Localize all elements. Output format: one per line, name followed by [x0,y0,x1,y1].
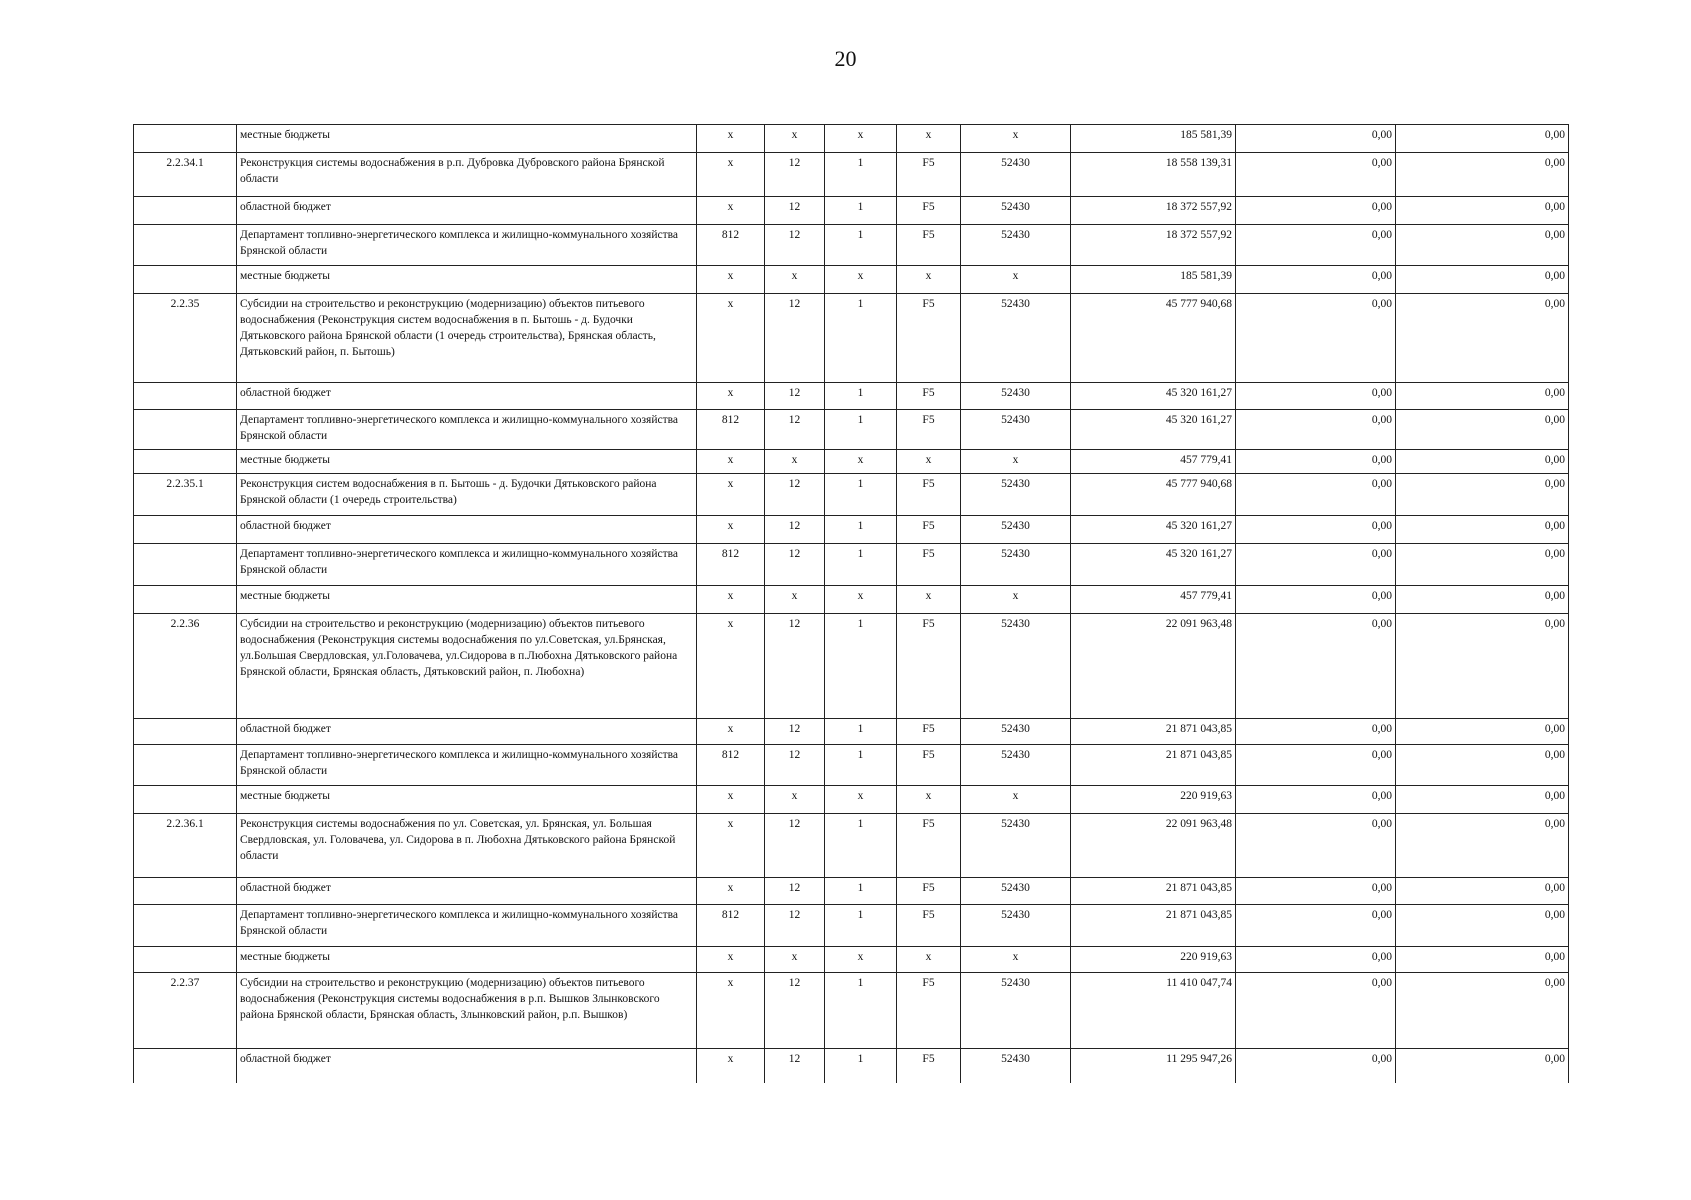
row-name: областной бюджет [237,1049,697,1083]
row-code [134,225,237,266]
row-v3: 0,00 [1396,450,1569,474]
row-v1: 45 320 161,27 [1071,383,1236,410]
row-v1: 21 871 043,85 [1071,745,1236,786]
row-v3: 0,00 [1396,905,1569,947]
row-c3: 1 [825,410,897,450]
row-code [134,383,237,410]
row-c2: 12 [765,225,825,266]
row-code: 2.2.35.1 [134,474,237,516]
row-c1: x [697,153,765,197]
row-v2: 0,00 [1236,153,1396,197]
row-v1: 185 581,39 [1071,125,1236,153]
table-row [134,225,1569,266]
row-c5: 52430 [961,474,1071,516]
row-name: Департамент топливно-энергетического комплекса и жилищно-коммунального хозяйства Брянской области [237,544,697,586]
row-v1: 22 091 963,48 [1071,814,1236,878]
row-c3: 1 [825,544,897,586]
row-name: Департамент топливно-энергетического комплекса и жилищно-коммунального хозяйства Брянской области [237,225,697,266]
row-name: Реконструкция системы водоснабжения по ул. Советская, ул. Брянская, ул. Большая Свердловская, ул. Головачева, ул. Сидорова в п. Любохна Дятьковского района Брянской области [237,814,697,878]
row-v3: 0,00 [1396,153,1569,197]
row-v3: 0,00 [1396,266,1569,294]
row-c2: 12 [765,383,825,410]
row-c5: 52430 [961,153,1071,197]
row-c4: F5 [897,614,961,719]
row-code: 2.2.36 [134,614,237,719]
row-c1: 812 [697,225,765,266]
row-c1: x [697,878,765,905]
row-v1: 45 777 940,68 [1071,294,1236,383]
row-c1: x [697,516,765,544]
row-v1: 18 558 139,31 [1071,153,1236,197]
row-c3: 1 [825,474,897,516]
table-row [134,197,1569,225]
row-code: 2.2.37 [134,973,237,1049]
row-v3: 0,00 [1396,745,1569,786]
row-c5: 52430 [961,294,1071,383]
row-v2: 0,00 [1236,125,1396,153]
row-name: областной бюджет [237,516,697,544]
row-v1: 45 320 161,27 [1071,544,1236,586]
row-c3: 1 [825,905,897,947]
row-c3: 1 [825,383,897,410]
row-v3: 0,00 [1396,225,1569,266]
row-c1: x [697,197,765,225]
row-code [134,197,237,225]
row-c4: F5 [897,294,961,383]
row-c4: F5 [897,410,961,450]
row-c2: 12 [765,153,825,197]
row-c3: 1 [825,814,897,878]
row-c3: 1 [825,197,897,225]
row-c5: 52430 [961,383,1071,410]
table-row [134,516,1569,544]
table-row [134,450,1569,474]
row-c5: x [961,586,1071,614]
row-c2: x [765,786,825,814]
row-v2: 0,00 [1236,1049,1396,1083]
row-c3: x [825,125,897,153]
row-c3: 1 [825,153,897,197]
row-c3: x [825,586,897,614]
row-v3: 0,00 [1396,947,1569,973]
row-v1: 45 320 161,27 [1071,516,1236,544]
row-v3: 0,00 [1396,1049,1569,1083]
row-v2: 0,00 [1236,450,1396,474]
row-c1: x [697,450,765,474]
row-v2: 0,00 [1236,383,1396,410]
row-name: местные бюджеты [237,586,697,614]
row-c4: F5 [897,814,961,878]
row-v2: 0,00 [1236,614,1396,719]
row-v3: 0,00 [1396,410,1569,450]
row-c4: F5 [897,197,961,225]
row-name: областной бюджет [237,383,697,410]
row-c1: 812 [697,410,765,450]
row-code [134,450,237,474]
row-c1: x [697,294,765,383]
row-v3: 0,00 [1396,516,1569,544]
row-c1: x [697,786,765,814]
row-code [134,947,237,973]
row-v2: 0,00 [1236,814,1396,878]
row-code [134,745,237,786]
row-code [134,1049,237,1083]
row-v3: 0,00 [1396,383,1569,410]
table-row [134,1049,1569,1083]
table-row [134,474,1569,516]
row-c2: 12 [765,878,825,905]
row-v2: 0,00 [1236,294,1396,383]
row-c3: x [825,786,897,814]
row-c4: F5 [897,745,961,786]
row-v1: 457 779,41 [1071,450,1236,474]
row-c3: 1 [825,225,897,266]
row-c1: x [697,125,765,153]
row-c4: x [897,586,961,614]
row-c1: x [697,1049,765,1083]
table-row [134,544,1569,586]
row-v2: 0,00 [1236,410,1396,450]
row-c1: x [697,474,765,516]
row-c2: 12 [765,294,825,383]
row-c4: F5 [897,905,961,947]
table-row [134,878,1569,905]
row-c4: x [897,266,961,294]
row-c1: 812 [697,745,765,786]
row-v2: 0,00 [1236,225,1396,266]
table-row [134,614,1569,719]
row-c2: x [765,266,825,294]
row-v1: 457 779,41 [1071,586,1236,614]
row-v3: 0,00 [1396,786,1569,814]
row-c5: 52430 [961,614,1071,719]
row-c4: x [897,125,961,153]
row-name: Реконструкция системы водоснабжения в р.п. Дубровка Дубровского района Брянской области [237,153,697,197]
row-v1: 21 871 043,85 [1071,878,1236,905]
row-name: Департамент топливно-энергетического комплекса и жилищно-коммунального хозяйства Брянской области [237,410,697,450]
row-c5: 52430 [961,197,1071,225]
row-c2: 12 [765,474,825,516]
row-c2: 12 [765,1049,825,1083]
row-c4: F5 [897,153,961,197]
row-c5: 52430 [961,814,1071,878]
table-row [134,410,1569,450]
row-c2: 12 [765,973,825,1049]
row-c1: x [697,947,765,973]
row-c5: 52430 [961,745,1071,786]
table-row [134,947,1569,973]
row-c2: 12 [765,544,825,586]
row-c5: 52430 [961,878,1071,905]
row-c1: x [697,614,765,719]
row-code [134,586,237,614]
table-row [134,383,1569,410]
table-row [134,294,1569,383]
row-v2: 0,00 [1236,745,1396,786]
table-row [134,266,1569,294]
row-name: местные бюджеты [237,266,697,294]
row-name: Субсидии на строительство и реконструкцию (модернизацию) объектов питьевого водоснабжения (Реконструкция системы водоснабжения по ул.Советская, ул.Брянская, ул.Большая Свердловская, ул.Головачева, ул.Сидорова в п.Любохна Дятьковского района Брянской области, Брянская область, Дятьковский район, п. Любохна) [237,614,697,719]
row-v2: 0,00 [1236,544,1396,586]
row-v2: 0,00 [1236,878,1396,905]
row-c2: x [765,450,825,474]
row-c5: 52430 [961,719,1071,745]
row-code [134,905,237,947]
row-c2: 12 [765,745,825,786]
row-code [134,786,237,814]
row-c2: 12 [765,410,825,450]
row-v3: 0,00 [1396,294,1569,383]
row-code [134,878,237,905]
row-c4: F5 [897,516,961,544]
row-c5: 52430 [961,516,1071,544]
row-c4: F5 [897,973,961,1049]
row-v1: 220 919,63 [1071,947,1236,973]
row-c3: 1 [825,516,897,544]
row-name: Департамент топливно-энергетического комплекса и жилищно-коммунального хозяйства Брянской области [237,745,697,786]
row-c1: x [697,973,765,1049]
row-c5: 52430 [961,544,1071,586]
row-name: областной бюджет [237,878,697,905]
row-v3: 0,00 [1396,197,1569,225]
row-c5: x [961,947,1071,973]
row-v2: 0,00 [1236,474,1396,516]
row-v1: 22 091 963,48 [1071,614,1236,719]
row-c3: 1 [825,294,897,383]
row-c5: x [961,125,1071,153]
row-name: Субсидии на строительство и реконструкцию (модернизацию) объектов питьевого водоснабжения (Реконструкция системы водоснабжения в р.п. Вышков Злынковского района Брянской области, Брянская область, Злынковский район, р.п. Вышков) [237,973,697,1049]
row-name: областной бюджет [237,719,697,745]
row-c3: x [825,266,897,294]
row-v2: 0,00 [1236,786,1396,814]
row-v2: 0,00 [1236,586,1396,614]
row-code: 2.2.34.1 [134,153,237,197]
row-v3: 0,00 [1396,474,1569,516]
row-c2: 12 [765,719,825,745]
row-c3: 1 [825,745,897,786]
row-name: Реконструкция систем водоснабжения в п. Бытошь - д. Будочки Дятьковского района Брянской области (1 очередь строительства) [237,474,697,516]
table-row [134,153,1569,197]
row-code: 2.2.35 [134,294,237,383]
row-c4: x [897,786,961,814]
row-c5: 52430 [961,1049,1071,1083]
row-code [134,516,237,544]
row-c1: x [697,586,765,614]
row-v3: 0,00 [1396,719,1569,745]
row-c1: x [697,814,765,878]
row-c2: 12 [765,814,825,878]
row-c4: F5 [897,474,961,516]
table-row [134,719,1569,745]
row-v1: 18 372 557,92 [1071,197,1236,225]
row-c2: 12 [765,614,825,719]
row-code [134,125,237,153]
row-v3: 0,00 [1396,814,1569,878]
row-v3: 0,00 [1396,586,1569,614]
table-row [134,973,1569,1049]
row-c3: 1 [825,719,897,745]
row-v2: 0,00 [1236,197,1396,225]
row-v2: 0,00 [1236,905,1396,947]
row-c3: 1 [825,1049,897,1083]
row-v1: 21 871 043,85 [1071,719,1236,745]
row-c4: F5 [897,544,961,586]
row-c1: x [697,719,765,745]
row-code [134,410,237,450]
row-v2: 0,00 [1236,516,1396,544]
row-c3: x [825,947,897,973]
row-code [134,719,237,745]
row-c2: 12 [765,197,825,225]
row-c4: x [897,947,961,973]
row-name: местные бюджеты [237,786,697,814]
row-c2: x [765,125,825,153]
row-v3: 0,00 [1396,125,1569,153]
row-v1: 21 871 043,85 [1071,905,1236,947]
row-v2: 0,00 [1236,719,1396,745]
row-name: местные бюджеты [237,125,697,153]
table-row [134,786,1569,814]
row-c3: 1 [825,878,897,905]
row-c1: 812 [697,544,765,586]
row-c1: 812 [697,905,765,947]
row-v2: 0,00 [1236,973,1396,1049]
table-row [134,905,1569,947]
row-code [134,544,237,586]
row-v3: 0,00 [1396,614,1569,719]
row-v1: 220 919,63 [1071,786,1236,814]
row-c5: 52430 [961,225,1071,266]
row-c1: x [697,383,765,410]
row-c4: F5 [897,383,961,410]
row-v1: 45 320 161,27 [1071,410,1236,450]
row-name: областной бюджет [237,197,697,225]
row-c2: 12 [765,905,825,947]
table-row [134,814,1569,878]
row-code: 2.2.36.1 [134,814,237,878]
row-c5: 52430 [961,410,1071,450]
row-v1: 11 410 047,74 [1071,973,1236,1049]
row-v3: 0,00 [1396,973,1569,1049]
row-c1: x [697,266,765,294]
row-name: Субсидии на строительство и реконструкцию (модернизацию) объектов питьевого водоснабжения (Реконструкция систем водоснабжения в п. Бытошь - д. Будочки Дятьковского района Брянской области (1 очередь строительства), Брянская область, Дятьковский район, п. Бытошь) [237,294,697,383]
row-v3: 0,00 [1396,544,1569,586]
row-v1: 45 777 940,68 [1071,474,1236,516]
row-c2: x [765,586,825,614]
table-row [134,745,1569,786]
row-name: Департамент топливно-энергетического комплекса и жилищно-коммунального хозяйства Брянской области [237,905,697,947]
row-c4: F5 [897,1049,961,1083]
table-row [134,586,1569,614]
row-v3: 0,00 [1396,878,1569,905]
row-c2: x [765,947,825,973]
row-c5: x [961,266,1071,294]
row-name: местные бюджеты [237,947,697,973]
row-c4: F5 [897,225,961,266]
row-v2: 0,00 [1236,947,1396,973]
row-c3: x [825,450,897,474]
row-c4: x [897,450,961,474]
budget-table [133,124,1569,1083]
row-c3: 1 [825,973,897,1049]
row-c5: 52430 [961,973,1071,1049]
row-c4: F5 [897,719,961,745]
row-c2: 12 [765,516,825,544]
row-c4: F5 [897,878,961,905]
table-row [134,125,1569,153]
page-number: 20 [834,46,857,71]
row-code [134,266,237,294]
row-c3: 1 [825,614,897,719]
row-c5: x [961,450,1071,474]
row-name: местные бюджеты [237,450,697,474]
row-v2: 0,00 [1236,266,1396,294]
row-v1: 11 295 947,26 [1071,1049,1236,1083]
row-c5: x [961,786,1071,814]
row-v1: 18 372 557,92 [1071,225,1236,266]
row-c5: 52430 [961,905,1071,947]
row-v1: 185 581,39 [1071,266,1236,294]
